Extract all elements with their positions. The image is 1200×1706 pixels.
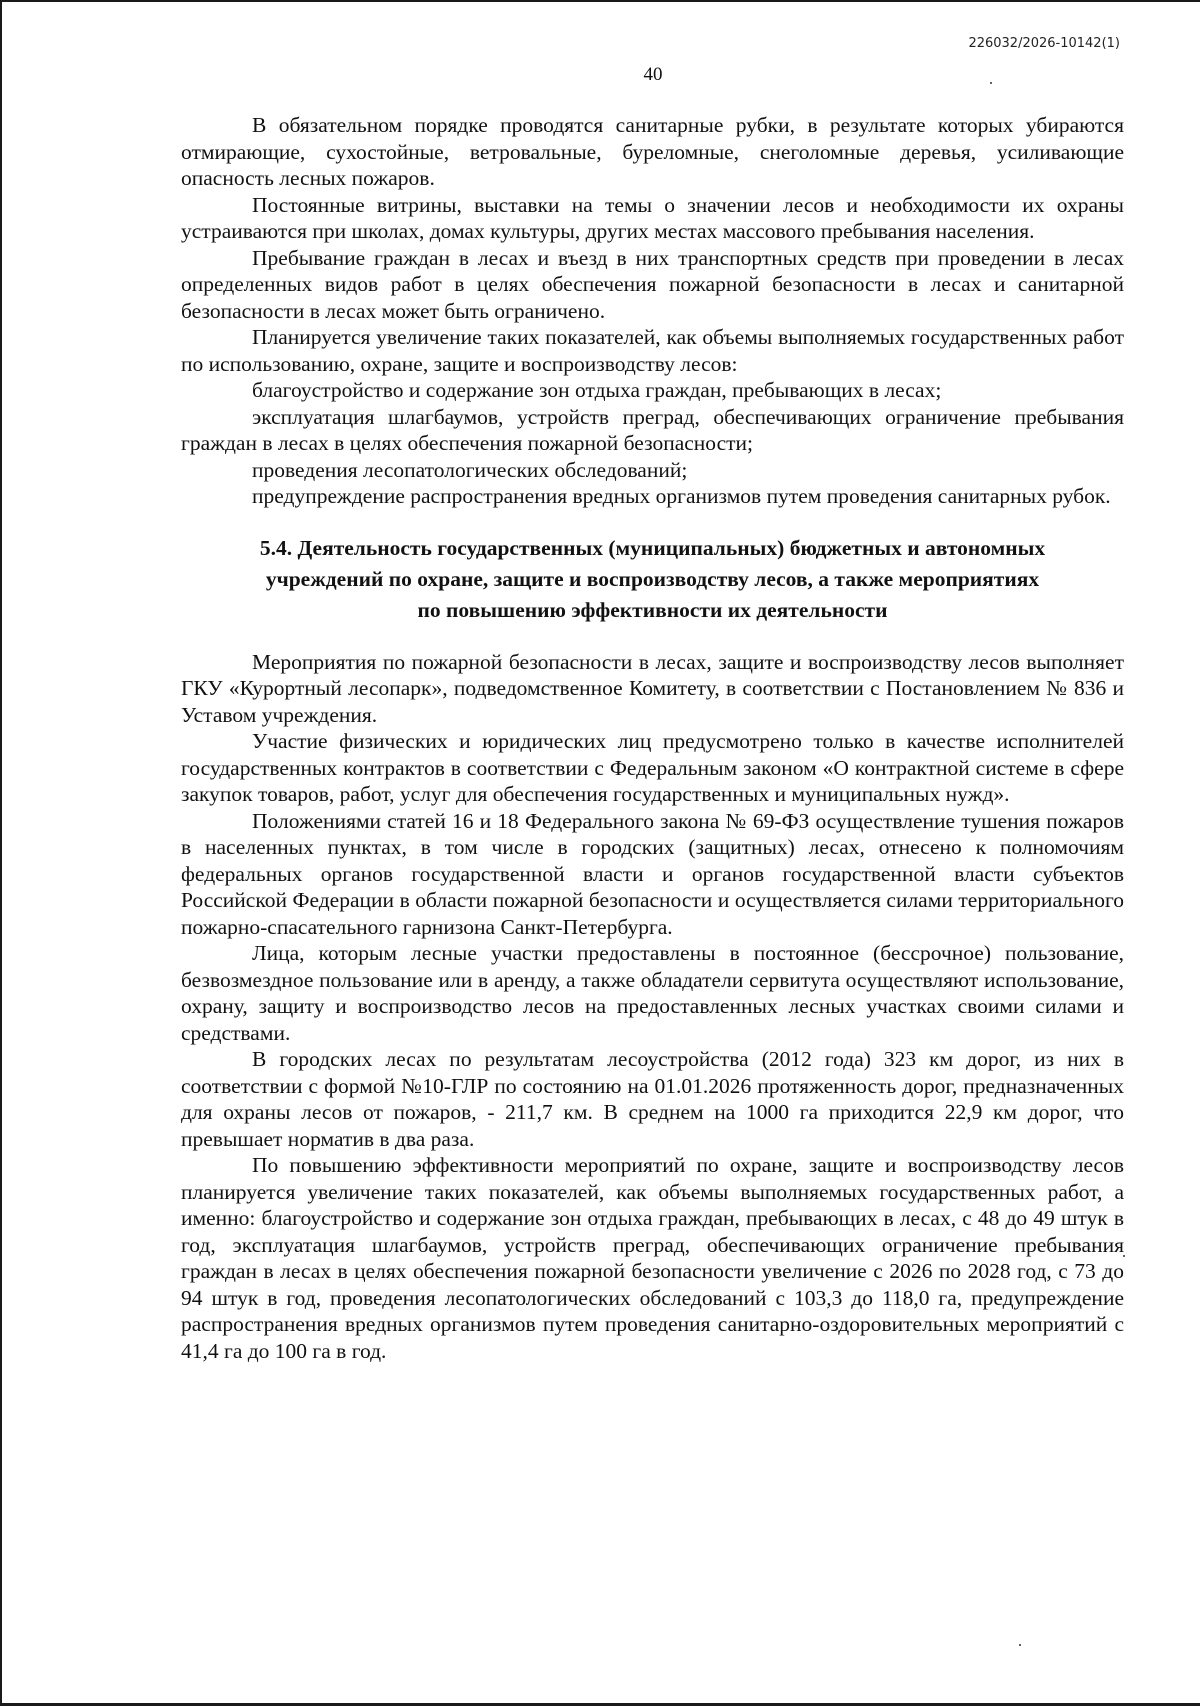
- section-heading-line: 5.4. Деятельность государственных (муниципальных) бюджетных и автономных: [259, 535, 1046, 560]
- section-heading-5-4: [181, 533, 1124, 626]
- paragraph-land-users: Лица, которым лесные участки предоставлены в постоянное (бессрочное) пользование, безвозмездное пользование или в аренду, а также обладатели сервитута осуществляют использование, охрану, защиту и воспроизводство лесов на предоставленных лесных участках своими силами и средствами.: [181, 941, 1124, 1045]
- paragraph-fire-safety-measures: Мероприятия по пожарной безопасности в лесах, защите и воспроизводству лесов выполняет ГКУ «Курортный лесопарк», подведомственное Комитету, в соответствии с Постановлением № 836 и Уставом учреждения.: [181, 649, 1124, 727]
- list-item-pest-prevention: предупреждение распространения вредных организмов путем проведения санитарных рубок.: [252, 484, 1111, 508]
- scan-edge-left: [0, 0, 2, 1706]
- paragraph-fire-extinguishing: Положениями статей 16 и 18 Федерального закона № 69-ФЗ осуществление тушения пожаров в населенных пунктах, в том числе в городских (защитных) лесах, отнесено к полномочиям федеральных органов государственной власти и органов государственной власти субъектов Российской Федерации в области пожарной безопасности и осуществляется силами территориального пожарно-спасательного гарнизона Санкт-Петербурга.: [181, 808, 1124, 939]
- scan-speck: [990, 82, 992, 84]
- paragraph-access-restriction: Пребывание граждан в лесах и въезд в них транспортных средств при проведении в лесах определенных видов работ в целях обеспечения пожарной безопасности в лесах и санитарной безопасности в лесах может быть ограничено.: [181, 245, 1124, 323]
- paragraph-showcases: Постоянные витрины, выставки на темы о значении лесов и необходимости их охраны устраиваются при школах, домах культуры, других местах массового пребывания населения.: [181, 192, 1124, 243]
- scan-speck: [1019, 1644, 1021, 1646]
- paragraph-planned-increase: Планируется увеличение таких показателей, как объемы выполняемых государственных работ по использованию, охране, защите и воспроизводству лесов:: [181, 325, 1124, 376]
- registration-number: 226032/2026-10142(1): [968, 36, 1120, 51]
- paragraph-efficiency-indicators: По повышению эффективности мероприятий по охране, защите и воспроизводству лесов планируется увеличение таких показателей, как объемы выполняемых государственных работ, а именно: благоустройство и содержание зон отдыха граждан, пребывающих в лесах, с 48 до 49 штук в год, эксплуатация шлагбаумов, устройств преград, обеспечивающих ограничение пребывания граждан в лесах в целях обеспечения пожарной безопасности увеличение с 2026 по 2028 год, с 73 до 94 штук в год, проведения лесопатологических обследований с 103,3 до 118,0 га, предупреждение распространения вредных организмов путем проведения санитарно-оздоровительных мероприятий с 41,4 га до 100 га в год.: [181, 1153, 1124, 1363]
- list-item-recreation-zones: благоустройство и содержание зон отдыха граждан, пребывающих в лесах;: [252, 378, 942, 402]
- page-number: 40: [643, 64, 663, 85]
- list-item-barriers: эксплуатация шлагбаумов, устройств преград, обеспечивающих ограничение пребывания граждан в лесах в целях обеспечения пожарной безопасности;: [181, 404, 1124, 455]
- section-heading-line: учреждений по охране, защите и воспроизводству лесов, а также мероприятиях: [265, 566, 1040, 591]
- paragraph-sanitary-felling: В обязательном порядке проводятся санитарные рубки, в результате которых убираются отмирающие, сухостойные, ветровальные, буреломные, снеголомные деревья, усиливающие опасность лесных пожаров.: [181, 113, 1124, 190]
- section-heading-line: по повышению эффективности их деятельности: [417, 597, 888, 622]
- paragraph-contract-participation: Участие физических и юридических лиц предусмотрено только в качестве исполнителей государственных контрактов в соответствии с Федеральным законом «О контрактной системе в сфере закупок товаров, работ, услуг для обеспечения государственных и муниципальных нужд».: [181, 729, 1124, 806]
- paragraph-forest-roads: В городских лесах по результатам лесоустройства (2012 года) 323 км дорог, из них в соответствии с формой №10-ГЛР по состоянию на 01.01.2026 протяженность дорог, предназначенных для охраны лесов от пожаров, - 211,7 км. В среднем на 1000 га приходится 22,9 км дорог, что превышает норматив в два раза.: [181, 1047, 1124, 1151]
- document-body: [181, 112, 1124, 1364]
- scan-edge-top: [0, 0, 1200, 2]
- list-item-pathology-surveys: проведения лесопатологических обследований;: [252, 457, 688, 482]
